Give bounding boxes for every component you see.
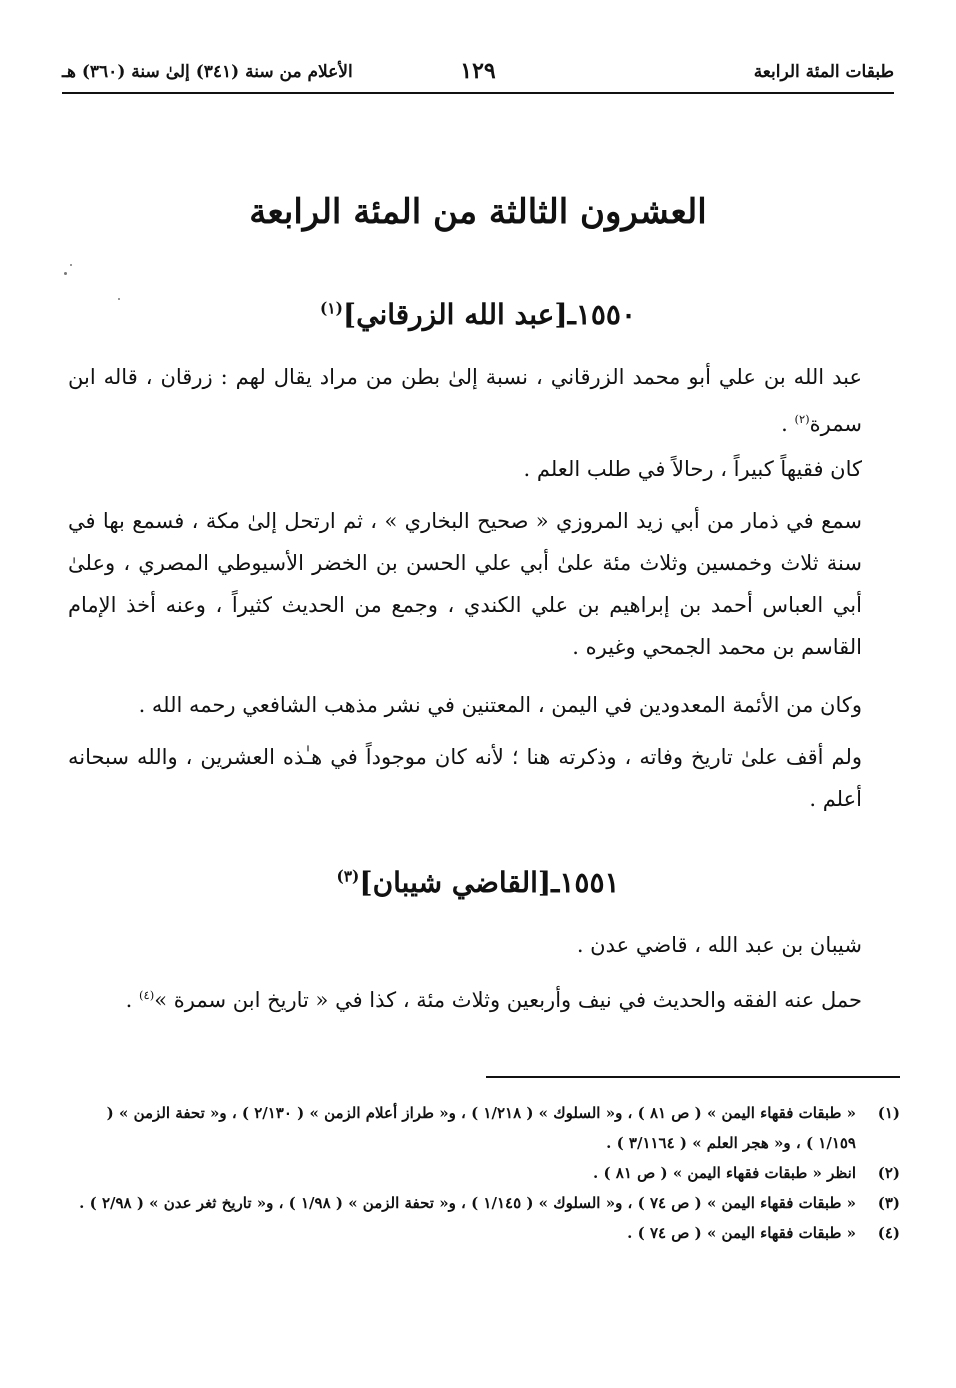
- scan-speck: [70, 264, 72, 266]
- paragraph: [68, 356, 862, 445]
- paragraph: ولم أقف علىٰ تاريخ وفاته ، وذكرته هنا ؛ لأنه كان موجوداً في هـٰذه العشرين ، والله سبحانه أعلم .: [68, 745, 862, 811]
- footnote-ref: (٣): [336, 867, 360, 886]
- footnote-ref: (١): [320, 299, 343, 318]
- entry-title-text: ١٥٥٠ـ[عبد الله الزرقاني]: [342, 298, 636, 331]
- footnote-separator: [486, 1076, 900, 1078]
- footnote-text: « طبقات فقهاء اليمن » ( ص ٧٤ ) .: [627, 1224, 856, 1242]
- entry-title-text: ١٥٥١ـ[القاضي شيبان]: [359, 866, 620, 899]
- footnote: [66, 1218, 900, 1248]
- entry-title-1550: [0, 298, 956, 331]
- running-header: [62, 56, 894, 94]
- entry-title-1551: [0, 866, 956, 899]
- footnote-text: انظر « طبقات فقهاء اليمن » ( ص ٨١ ) .: [593, 1164, 856, 1182]
- scan-speck: [64, 272, 67, 275]
- paragraph-text: حمل عنه الفقه والحديث في نيف وأربعين وثلاث مئة ، كذا في « تاريخ ابن سمرة »: [154, 988, 862, 1012]
- paragraph-tail: .: [781, 412, 795, 436]
- scan-speck: [118, 298, 120, 300]
- paragraph: [68, 974, 862, 1021]
- footnote-ref: (٢): [794, 412, 810, 426]
- paragraph: شيبان بن عبد الله ، قاضي عدن .: [576, 933, 862, 957]
- footnote-text: « طبقات فقهاء اليمن » ( ص ٧٤ ) ، و« السلوك » ( ١/١٤٥ ) ، و« تحفة الزمن » ( ١/٩٨ ) ، و« تاريخ ثغر عدن » ( ٢/٩٨ ) .: [79, 1194, 856, 1212]
- header-year-range: الأعلام من سنة (٣٤١) إلىٰ سنة (٣٦٠) هـ: [62, 62, 353, 82]
- footnote-number: (٤): [877, 1224, 900, 1242]
- footnote: [66, 1188, 900, 1218]
- paragraph-text: عبد الله بن علي أبو محمد الزرقاني ، نسبة إلىٰ بطن من مراد يقال لهم : زرقان ، قاله ابن سمرة: [68, 365, 862, 436]
- footnote-text: « طبقات فقهاء اليمن » ( ص ٨١ ) ، و« السلوك » ( ١/٢١٨ ) ، و« طراز أعلام الزمن » ( ٢/١٣٠ ) ، و« تحفة الزمن » ( ١/١٥٩ ) ، و« هجر العلم » ( ٣/١١٦٤ ) .: [106, 1104, 856, 1152]
- footnote: [66, 1098, 900, 1158]
- paragraph: كان فقيهاً كبيراً ، رحالاً في طلب العلم .: [523, 457, 862, 481]
- footnote-number: (٢): [877, 1164, 900, 1182]
- footnote-number: (٣): [877, 1194, 900, 1212]
- page-number: ١٢٩: [460, 58, 496, 84]
- footnote: [66, 1158, 900, 1188]
- section-title: العشرون الثالثة من المئة الرابعة: [249, 192, 707, 232]
- paragraph-tail: .: [125, 988, 139, 1012]
- footnote-number: (١): [877, 1104, 900, 1122]
- footnote-ref: (٤): [139, 988, 155, 1002]
- paragraph: وكان من الأئمة المعدودين في اليمن ، المعتنين في نشر مذهب الشافعي رحمه الله .: [138, 693, 862, 717]
- paragraph: سمع في ذمار من أبي زيد المروزي « صحيح البخاري » ، ثم ارتحل إلىٰ مكة ، فسمع بها في سنة ثلاث وخمسين وثلاث مئة علىٰ أبي علي الحسن بن الخضر الأسيوطي المصري ، وعلىٰ أبي العباس أحمد بن إبراهيم بن علي الكندي ، وجمع من الحديث كثيراً ، وعنه أخذ الإمام القاسم بن محمد الجمحي وغيره .: [68, 509, 862, 659]
- footnotes: [66, 1098, 900, 1248]
- header-book-title: طبقات المئة الرابعة: [753, 62, 894, 82]
